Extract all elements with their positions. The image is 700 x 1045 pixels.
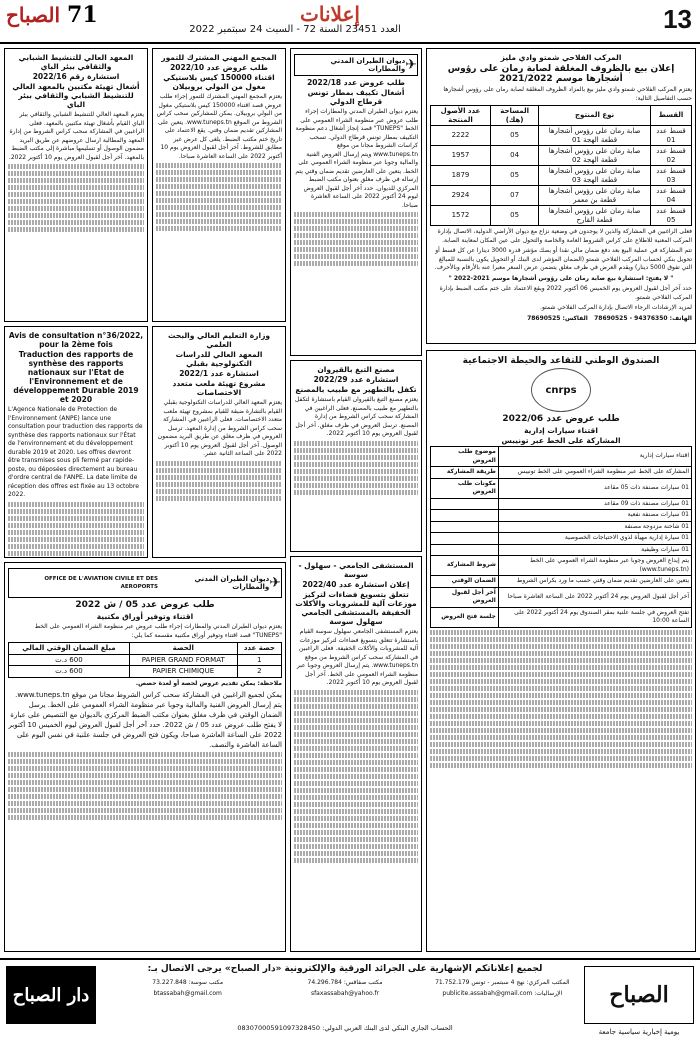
ad-dates-subtitle: اقتناء 150000 كيس بلاستيكي مغول من البولي بروبيلان	[163, 73, 275, 91]
table-row	[431, 186, 692, 206]
cell: 04	[490, 146, 538, 166]
cnrps-logo-text: cnrps	[545, 384, 577, 396]
footer-bank: الحساب الجاري البنكي لدى البنك العربي الدولي: 08307000591097328450	[237, 1024, 453, 1032]
cell: قسط عدد 05	[650, 206, 691, 226]
ad-anpe-title: Avis de consultation n°36/2022, pour la 2ème fois	[8, 331, 144, 349]
ad-cnrps-table	[430, 446, 692, 628]
cell	[431, 521, 499, 533]
page-header	[0, 0, 700, 44]
cell	[431, 510, 499, 522]
ad-youth-title: استشارة رقم 2022/16	[32, 72, 120, 81]
cell: آخر أجل لقبول العروض	[431, 587, 499, 607]
cell: PAPIER GRAND FORMAT	[129, 654, 237, 666]
cell: 600 د.ت	[9, 654, 130, 666]
cell: يتم إيداع العروض وجوبا عبر منظومة الشراء العمومي على الخط (www.tuneps.tn)	[498, 556, 691, 576]
table-row	[431, 467, 692, 479]
cell: 2	[237, 666, 281, 678]
cell: قسط عدد 03	[650, 166, 691, 186]
page-number: 13	[663, 4, 692, 34]
ad-ministry-org2: المعهد العالي للدراسات التكنولوجية بقبلي	[175, 350, 263, 368]
ad-chemtou-para4: حدد آخر أجل لقبول العروض يوم الخميس 06 أكتوبر 2022 ويقع الاعتماد على ختم مكتب الضبط بإدارة المركب الفلاحي شمتو.	[439, 285, 692, 301]
cell: 07	[490, 186, 538, 206]
ad-anpe-body: L'Agence Nationale de Protection de l'Environnement (ANPE) lance une consultation pour traduction des rapports de synthèse des rapports nationaux sur l'État de l'environnement et du développement durable 2019 et 2020. Les offres devront être transmises sous pli fermé par rapide-poste, ou déposées directement au bureau d'ordre central de l'ANPE. La date limite de réception des offres est fixée au 13 octobre 2022.	[8, 406, 143, 498]
ad-anpe-subtitle: Traduction des rapports de synthèse des rapports nationaux sur l'Etat de l'Environnement et de développement Durable 2019 et 2020	[13, 350, 139, 404]
ad-oaca-small-title: طلب عروض عدد 2022/18	[307, 78, 405, 87]
section-title: إعلانات	[300, 2, 360, 26]
ad-hospital-title: إعلان استشارة عدد 2022/40	[302, 580, 410, 589]
cell: 01 شاحنة مزدوجة مصنفة	[498, 521, 691, 533]
ad-oaca-big-body: يمكن لجميع الراغبين في المشاركة سحب كراس الشروط مجانا من موقع www.tuneps.tn. يتم إرسال العروض الفنية والمالية وجوبا عبر منظومة الشراء العمومي على الخط. يرسل الضمان الوقتي في ظرف مغلق بعنوان مكتب الضبط المركزي بالديوان مع التنصيص على عبارة لا يفتح طلب عروض عدد 05 / ش 2022. حدد آخر أجل لقبول العروض ليوم الخميس 10 أكتوبر 2022 على الساعة العاشرة صباحا، ويكون فتح العروض في جلسة علنية في نفس اليوم على الساعة العاشرة والنصف.	[8, 691, 282, 749]
table-row	[431, 521, 692, 533]
cell: 01 سيارات مصنفة ذات 05 مقاعد	[498, 478, 691, 498]
cell: 1957	[431, 146, 491, 166]
footer-tagline: يومية إخبارية سياسية جامعة	[598, 1028, 680, 1036]
col-header: عدد الأصول المنتجة	[431, 106, 491, 126]
cell: طريقة المشاركة	[431, 467, 499, 479]
phone-text: الهاتف: 94376350 - 78690525	[594, 314, 692, 322]
table-row	[431, 587, 692, 607]
cell: صابة رمان على رؤوس أشجارها قطعة الهجة 03	[539, 166, 651, 186]
footer-contacts	[110, 978, 580, 998]
contact-item: مكتب صفاقس: 74.296.784	[307, 979, 383, 986]
dar-assabah-logo: دار الصباح	[6, 966, 96, 1024]
oaca-big-banner	[8, 568, 282, 598]
ad-dates-org: المجمع المهني المشترك للتمور	[161, 53, 277, 62]
cell: PAPIER CHIMIQUE	[129, 666, 237, 678]
ad-chemtou-table	[430, 105, 692, 226]
ad-dates-body: يعتزم المجمع المهني المشترك للتمور إجراء طلب عروض قصد اقتناء 150000 كيس بلاستيكي مغول من البولي بروبيلان. يمكن للمشاركين سحب كراس الشروط من الموقع www.tuneps.tn. يتعين على المشاركين تقديم ضمان وقتي. يقع الاعتماد على تاريخ ختم مكتب الضبط. يلغى كل عرض غير مطابق للشروط. آخر أجل لقبول العروض يوم 10 أكتوبر 2022 على الساعة العاشرة صباحا.	[156, 93, 282, 160]
cell: 1879	[431, 166, 491, 186]
cell: الضمان الوقتي	[431, 576, 499, 588]
footer-cta: لجميع إعلاناتكم الإشهارية على الجرائد الورقية والإلكترونية «دار الصباح» يرجى الاتصال بـ:	[147, 964, 543, 974]
cell: شروط المشاركة	[431, 556, 499, 576]
logo-name: الصباح	[6, 3, 61, 27]
cell: 01 سيارات مصنفة ذات 09 مقاعد	[498, 498, 691, 510]
assabah-logo: الصباح	[584, 966, 694, 1024]
table-row	[431, 510, 692, 522]
ad-chemtou-org: المركب الفلاحي شمتو وادي مليز	[500, 53, 622, 62]
cell: جلسة فتح العروض	[431, 607, 499, 627]
ad-oaca-small	[290, 48, 422, 356]
ad-chemtou-phone	[430, 315, 692, 324]
ad-cnrps	[426, 350, 696, 952]
oaca-big-org-fr: OFFICE DE L'AVIATION CIVILE ET DES AEROPORTS	[44, 575, 158, 590]
cell: يتعين على العارضين تقديم ضمان وقتي حسب ما ورد بكراس الشروط	[498, 576, 691, 588]
ad-ministry	[152, 326, 286, 558]
cell: 600 د.ت	[9, 666, 130, 678]
issue-line: العدد 23451 السنة 72 - السبت 24 سبتمبر 2022	[189, 24, 401, 35]
ad-chemtou-para2: تتم المشاركة في عملية البيع بعد دفع ضمان مالي نقدا أو بصك مؤشر قدره 3000 دينارا عن كل قسط أو تحويل بنكي لحساب المركب الفلاحي شمتو (الضمان المؤشر لدى البنك أو التحويل يكون بالنسبة للمبالغ التي تفوق 5000 دينار) ويقدم العرض في ظرف مغلق يتضمن عرض السعر معبرا عنه بالأرقام وبالأحرف.	[434, 247, 692, 271]
ad-ministry-org: وزارة التعليم العالي والبحث العلمي	[167, 331, 271, 349]
plane-icon: ✈	[405, 56, 417, 73]
table-row	[431, 556, 692, 576]
table-row	[431, 498, 692, 510]
masthead-logo	[6, 2, 98, 28]
cnrps-logo-icon	[531, 368, 591, 412]
ad-hospital-body: يعتزم المستشفى الجامعي سهلول سوسة القيام باستشارة تتعلق بتسويغ فضاءات لتركيز موزعات آلية للمشروبات والأكلات الخفيفة. فعلى الراغبين في المشاركة سحب كراس الشروط من موقع www.tuneps.tn. يتم إرسال العروض وجوبا عبر منظومة الشراء العمومي على الخط. آخر أجل لقبول العروض يوم 10 أكتوبر 2022.	[296, 628, 418, 686]
ad-oaca-big-title: طلب عروض عدد 05 / ش 2022	[75, 600, 215, 610]
cell: 2924	[431, 186, 491, 206]
ad-tobacco-body: يعتزم مصنع التبغ بالقيروان القيام باستشارة لتكفل بالتطهير مع طبيب بالمصنع. فعلى الراغبين في المشاركة سحب كراس الشروط من إدارة المصنع. ترسل العروض في ظرف مغلق. آخر أجل لقبول العروض يوم 10 أكتوبر 2022.	[295, 396, 418, 437]
cell: موضوع طلب العروض	[431, 447, 499, 467]
cell: صابة رمان على رؤوس أشجارها قطعة القارح	[539, 206, 651, 226]
cell: آخر أجل لقبول العروض يوم 24 أكتوبر 2022 على الساعة العاشرة صباحا	[498, 587, 691, 607]
ad-youth	[4, 48, 148, 322]
ad-oaca-big-note: ملاحظة: يمكن تقديم عروض لحصة أو لعدة حصص.	[135, 679, 282, 687]
contact-item: مكتب سوسة: 73.227.848	[152, 979, 224, 986]
cell	[431, 544, 499, 556]
cell: 2222	[431, 126, 491, 146]
ad-ministry-body: يعتزم المعهد العالي للدراسات التكنولوجية بقبلي القيام بالتشارة ضيقة للقيام بمشروع تهيئة ملعب متعدد الاختصاصات. فعلى الراغبين في المشاركة سحب كراس الشروط من إدارة المعهد. ترسل العروض في ظرف مغلق عن طريق البريد مضمون الوصول. آخر أجل لقبول العروض يوم 10 أكتوبر 2022 على الساعة الثانية عشر.	[157, 399, 282, 457]
ad-cnrps-org: الصندوق الوطني للتقاعد والحيطة الاجتماعية	[462, 356, 660, 366]
table-row	[431, 607, 692, 627]
logo-year: 71	[67, 2, 98, 28]
oaca-big-org: ديوان الطيران المدني والمطارات	[194, 574, 270, 591]
oaca-org: ديوان الطيران المدني والمطارات	[330, 56, 406, 73]
cell: قسط عدد 04	[650, 186, 691, 206]
table-row	[431, 206, 692, 226]
cell: اقتناء سيارات إدارية	[498, 447, 691, 467]
col-header: المساحة (هك)	[490, 106, 538, 126]
oaca-banner	[294, 54, 418, 76]
ad-tobacco-org: مصنع التبغ بالقيروان	[317, 365, 395, 374]
ad-ministry-subtitle: مشروع تهيئة ملعب متعدد الاختصاصات	[172, 379, 266, 397]
cell: صابة رمان على رؤوس أشجارها قطعة الهجة 02	[539, 146, 651, 166]
ad-oaca-big-intro: يعتزم ديوان الطيران المدني والمطارات إجراء طلب عروض عبر منظومة الشراء العمومي على الخط "TUNEPS" قصد اقتناء وتوفير أوراق مكتبية مقسمة كما يلي:	[34, 623, 282, 639]
ad-tobacco	[290, 360, 422, 552]
table-row	[431, 478, 692, 498]
ad-youth-org: المعهد العالي للتنشيط الشبابي والثقافي ببئر الباي	[18, 53, 134, 71]
ad-chemtou-title: إعلان بيع بالظروف المغلقة لصابة رمان على رؤوس أشجارها موسم 2021/2022	[447, 64, 675, 84]
cell: تفتح العروض في جلسة علنية بمقر الصندوق يوم 24 أكتوبر 2022 على الساعة 10:00	[498, 607, 691, 627]
cell: المشاركة على الخط عبر منظومة الشراء العمومي على الخط تونيبس	[498, 467, 691, 479]
cell: 01 سيارة إدارية مهيأة لذوي الاحتياجات الخصوصية	[498, 533, 691, 545]
table-row	[431, 533, 692, 545]
ad-chemtou-contact: لمزيد الإرشادات الرجاء الاتصال بإدارة المركب الفلاحي شمتو.	[540, 304, 692, 311]
contact-item[interactable]: sfaxassabah@yahoo.fr	[310, 990, 380, 997]
cell: 1	[237, 654, 281, 666]
table-row	[9, 654, 282, 666]
table-row	[431, 447, 692, 467]
cell: صابة رمان على رؤوس أشجارها قطعة الهجة 01	[539, 126, 651, 146]
contact-item: المكتب المركزي: نهج 4 سبتمبر - تونس 71.752.179	[435, 979, 570, 986]
contact-item[interactable]: الإرساليات: publicite.assabah@gmail.com	[442, 990, 563, 997]
ad-oaca-small-subtitle: أشغال تكييف بمطار تونس قرطاج الدولي	[307, 88, 405, 106]
cell: 01 سيارات مصنفة نفعية	[498, 510, 691, 522]
ad-oaca-big-table	[8, 642, 282, 678]
cell: 01 سيارات وظيفية	[498, 544, 691, 556]
cell: قسط عدد 01	[650, 126, 691, 146]
cell: 05	[490, 206, 538, 226]
ad-cnrps-title: طلب عروض عدد 2022/06	[502, 414, 620, 424]
ad-chemtou-para3: " لا يفتح: استشارة بيع صابة رمان على رؤوس أشجارها موسم 2021-2022 "	[448, 274, 674, 282]
plane-icon: ✈	[269, 574, 281, 591]
ad-dates	[152, 48, 286, 322]
cell	[431, 533, 499, 545]
col-header: الحصة	[129, 643, 237, 655]
ad-hospital-org: المستشفى الجامعي - سهلول - سوسة	[298, 561, 414, 579]
ad-chemtou-intro: يعتزم المركب الفلاحي شمتو وادي مليز بيع بالمزاد الظروف المغلقة لصابة رمان على رؤوس أشجارها حسب التفاصيل التالية:	[443, 86, 692, 102]
table-row	[431, 126, 692, 146]
fax-text: الفاكس: 78690525	[527, 314, 588, 322]
cell: 05	[490, 166, 538, 186]
ad-youth-subtitle: أشغال تهيئة مكتبين بالمعهد العالي للتنشيط الشبابي والثقافي ببئر الباي	[12, 82, 140, 109]
ad-anpe	[4, 326, 148, 558]
cell: 05	[490, 126, 538, 146]
ad-oaca-small-body: يعتزم ديوان الطيران المدني والمطارات إجراء طلب عروض عبر منظومة الشراء العمومي على الخط "TUNEPS" قصد إنجاز أشغال دعم منظومة التكييف بمطار تونس قرطاج الدولي. تسحب كراسات الشروط مجانا من موقع www.tuneps.tn ويتم إرسال العروض الفنية والمالية وجوبا عبر منظومة الشراء العمومي على الخط. يتعين على العارضين تقديم ضمان وقتي يتم إرساله في ظرف مغلق بعنوان مكتب الضبط المركزي للديوان. حدد آخر أجل لقبول العروض ليوم 24 أكتوبر 2022 على الساعة العاشرة صباحا.	[295, 108, 418, 209]
table-row	[431, 576, 692, 588]
ad-chemtou	[426, 48, 696, 344]
contact-item[interactable]: btassabah@gmail.com	[153, 990, 222, 997]
ad-oaca-big-subtitle: اقتناء وتوفير أوراق مكتبية	[96, 612, 194, 621]
ad-chemtou-para1: فعلى الراغبين في المشاركة والذين لا يوجدون في وضعية نزاع مع ديوان الأراضي الدولية، الاتصال بإدارة المركب المعنية للاطلاع على كراس الشروط العامة والخاصة والتحول على عين المكان لمعاينة الصابة.	[437, 228, 692, 244]
ad-hospital-subtitle: تتعلق بتسويغ فضاءات لتركيز موزعات آلية للمشروبات والأكلات الخفيفة بالمستشفى الجامعي سهلول سوسة	[295, 590, 417, 626]
ad-dates-title: طلب عروض عدد 2022/10	[170, 63, 268, 72]
ad-oaca-big	[4, 562, 286, 952]
ad-tobacco-title: استشارة عدد 2022/29	[313, 375, 399, 384]
table-row	[9, 666, 282, 678]
cell: صابة رمان على رؤوس أشجارها قطعة بن معمر	[539, 186, 651, 206]
cell	[431, 498, 499, 510]
ad-hospital	[290, 556, 422, 952]
cell: مكونات طلب العروض	[431, 478, 499, 498]
table-row	[431, 166, 692, 186]
col-header: حصة عدد	[237, 643, 281, 655]
table-row	[431, 544, 692, 556]
ad-cnrps-note: المشاركة على الخط عبر تونيبس	[501, 436, 621, 445]
col-header: نوع المنتوج	[539, 106, 651, 126]
ad-ministry-title: استشارة عدد 2022/1	[179, 369, 259, 378]
ad-cnrps-subtitle: اقتناء سيارات إدارية	[524, 426, 598, 435]
ad-tobacco-subtitle: تكفل بالتطهير مع طبيب بالمصنع	[295, 385, 417, 394]
cell: قسط عدد 02	[650, 146, 691, 166]
cell: 1572	[431, 206, 491, 226]
table-row	[431, 146, 692, 166]
col-header: القسط	[650, 106, 691, 126]
col-header: مبلغ الضمان الوقتي المالي	[9, 643, 130, 655]
footer	[0, 958, 700, 1045]
ad-youth-body: يعتزم المعهد العالي للتنشيط الشبابي والثقافي ببئر الباي القيام بأشغال تهيئة مكتبين بالمعهد. فعلى الراغبين في المشاركة سحب كراس الشروط من إدارة المعهد والمطالبة ارسال عروضهم عن طريق البريد مضمون الوصول أو تسليمها مباشرة إلى مكتب الضبط بالمعهد. آخر أجل لقبول العروض يوم 10 أكتوبر 2022.	[8, 111, 144, 161]
